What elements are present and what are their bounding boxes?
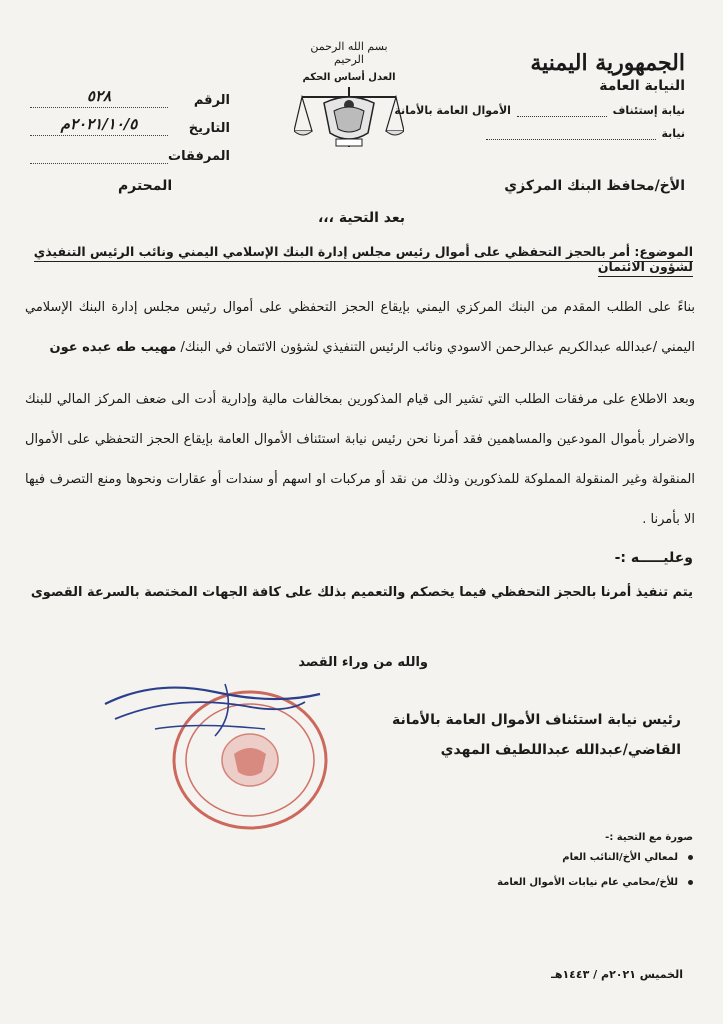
- number-value: ٥٢٨: [30, 87, 168, 108]
- number-label: الرقم: [193, 93, 230, 108]
- closing-phrase: والله من وراء القصد: [298, 655, 428, 670]
- body-paragraph-1: [25, 288, 695, 368]
- paragraph-1-name: مهيب طه عبده عون: [49, 340, 177, 355]
- body-paragraph-2: وبعد الاطلاع على مرفقات الطلب التي تشير الى قيام المذكورين بمخالفات مالية وإدارية أدت الى ضعف المركز المالي للبنك والاضرار بأموال المودعين والمساهمين فقد أمرنا نحن رئيس نيابة استئناف الأموال العامة بإيقاع الحجز التحفظي على الأموال المنقولة وغير المنقولة المملوكة للمذكورين وذلك من نقد أو مركبات او اسهم أو سندات أو عقارات ونحوها ومنع التصرف فيها الا بأمرنا .: [25, 392, 695, 527]
- date-value: ٢٠٢١/١٠/٥م: [30, 115, 168, 136]
- date-label: التاريخ: [188, 121, 230, 136]
- eagle-scales-icon: [294, 83, 404, 153]
- therefore-heading: وعليـــــه :-: [614, 550, 693, 566]
- reference-block: [30, 80, 230, 164]
- number-row: [30, 80, 230, 108]
- date-row: [30, 108, 230, 136]
- appeals-label: نيابة إستئناف: [612, 104, 685, 117]
- appeals-value: الأموال العامة بالأمانة: [394, 104, 511, 117]
- cc-item-text: لمعالي الأخ/النائب العام: [562, 852, 678, 863]
- motto-text: العدل أساس الحكم: [302, 72, 396, 83]
- prosecution-name: النيابة العامة: [599, 78, 685, 94]
- prosecution-dots: [486, 139, 656, 140]
- greeting: بعد التحية ،،،: [317, 210, 405, 226]
- subject-label: الموضوع:: [634, 244, 693, 262]
- bullet-icon: [688, 855, 693, 860]
- cc-item: [497, 852, 693, 863]
- basmala-text: بسم الله الرحمن الرحيم: [310, 40, 388, 66]
- subject-line: [33, 244, 693, 274]
- attachments-label: المرفقات: [168, 149, 230, 164]
- subject-text: أمر بالحجز التحفظي على أموال رئيس مجلس إدارة البنك الإسلامي اليمني ونائب الرئيس التنفيذي لشؤون الائتمان: [34, 244, 693, 277]
- prosecution-line: [425, 127, 685, 140]
- cc-list: [497, 852, 693, 902]
- cc-item: [497, 877, 693, 888]
- bullet-icon: [688, 880, 693, 885]
- cc-title: صورة مع التحية :-: [605, 832, 693, 843]
- footer-date: الخميس ٢٠٢١م / ١٤٤٣هـ: [551, 968, 683, 981]
- letterhead-right: [394, 50, 685, 140]
- state-emblem: [294, 40, 404, 157]
- paragraph-1-text: بناءً على الطلب المقدم من البنك المركزي اليمني بإيقاع الحجز التحفظي على أموال رئيس مجلس إدارة البنك الإسلامي اليمني /عبدالله عبدالكريم عبدالرحمن الاسودي ونائب الرئيس التنفيذي لشؤون الائتمان في البنك/: [25, 300, 695, 355]
- addressee: الأخ/محافظ البنك المركزي: [504, 178, 685, 194]
- signatory-name: القاضي/عبدالله عبداللطيف المهدي: [440, 742, 681, 758]
- attachments-value: [30, 161, 168, 164]
- attachments-row: [30, 136, 230, 164]
- prosecution-label: نيابة: [661, 127, 685, 140]
- order-text: يتم تنفيذ أمرنا بالحجز التحفظي فيما يخصكم والتعميم بذلك على كافة الجهات المختصة بالسرعة القصوى: [30, 585, 693, 600]
- appeals-line: [394, 104, 685, 117]
- handwritten-signature-icon: [95, 674, 325, 744]
- honorific: المحترم: [118, 178, 173, 194]
- republic-logo-text: الجمهورية اليمنية: [530, 50, 685, 76]
- appeals-dots: [517, 116, 607, 117]
- cc-item-text: للأخ/محامي عام نيابات الأموال العامة: [497, 877, 678, 888]
- signatory-title: رئيس نيابة استئناف الأموال العامة بالأمانة: [392, 712, 681, 728]
